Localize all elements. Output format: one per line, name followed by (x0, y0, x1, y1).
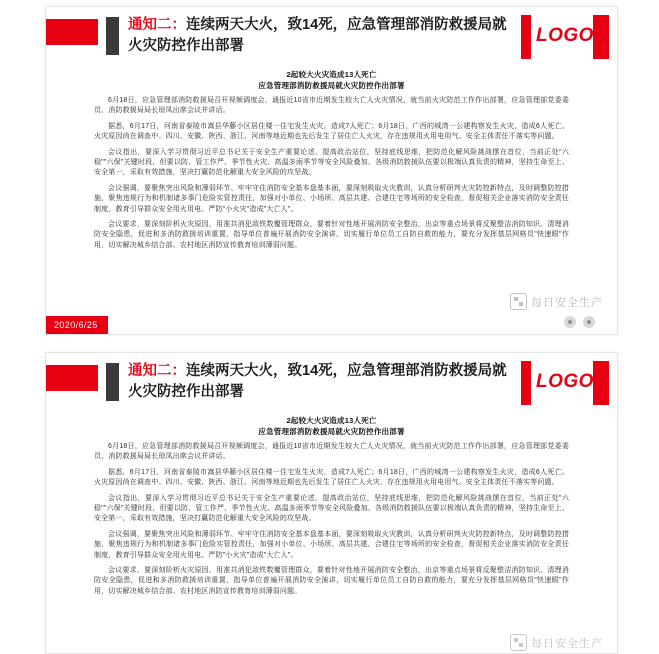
logo-accent-left (521, 361, 531, 405)
card-header (46, 353, 617, 413)
page-title-prefix: 通知二： (128, 363, 186, 379)
watermark (510, 634, 603, 651)
watermark (510, 293, 603, 310)
article-body (46, 413, 617, 597)
article-paragraph: 会议要求，要深刻阶析火灾原因，用准共消犯敌铁数覆管理群众，要着针对性地开展消防安全整治，出京等重点场景将反聚整洁消防知识、清理消防安全隐患，促进和多消防救援培训重置，指导单位普遍开展消防安全演讲，切实履行单位员工自防自救的能力，要充分发挥基层网格员"快速眼"作用，切实解决城乡结合部、农村地区消防宣传教育培训薄弱问题。 (94, 567, 569, 595)
qr-code-icon (510, 293, 527, 310)
article-body (46, 67, 617, 251)
article-paragraph: 6月18日，应急管理部消防救援局召开视频调度会，通报近10省市近期发生较大亡人火灾情况，就当前火灾防范工作作出部署，应急管理部党委委员、消防救援局局长琼凤出席会议并讲话。 (94, 443, 569, 461)
header-red-block-left (46, 19, 98, 45)
qr-code-icon (510, 634, 527, 651)
article-paragraph: 会议强调，要聚焦突出风险和薄弱环节、牢牢守住消防安全基本盘基本面，要深刻吸取火灾教训，认真分析研判火灾防控新特点，及时调整防控措施，聚焦违规行为和机制诸多事门危险实管控责任，加强对小单位、小场所、高层共建、合建住宅等场所的安全检查，督促相关企业落实消防安全责任制度，教育引导群众安全用火用电、严防"小火灾"造成"大亡人"。 (94, 184, 569, 213)
article-title-line1: 2起较大火灾造成13人死亡 (286, 416, 377, 425)
slide-card-bottom (45, 352, 618, 654)
logo-accent-left (521, 15, 531, 59)
pager-dot-prev[interactable] (564, 316, 576, 328)
page-title (128, 15, 518, 57)
header-dark-bar (106, 17, 119, 55)
article-paragraph: 会议要求，要深刻阶析火灾原因，用准共消犯敌铁数覆管理群众，要着针对性地开展消防安全整治，出京等重点场景将反聚整洁消防知识、清理消防安全隐患，促进和多消防救援培训重置，指导单位普遍开展消防安全演讲，切实履行单位员工自防自救的能力，要充分发挥基层网格员"快速眼"作用，切实解决城乡结合部、农村地区消防宣传教育培训薄弱问题。 (94, 221, 569, 249)
logo-text: LOGO (536, 25, 594, 46)
logo (521, 361, 609, 405)
page-title-rest: 连续两天大火，致14死，应急管理部消防救援局就火灾防控作出部署 (128, 17, 507, 54)
date-badge: 2020/6/25 (46, 316, 108, 334)
watermark-label: 每日安全生产 (531, 296, 603, 309)
article-paragraph: 会议强调，要聚焦突出风险和薄弱环节、牢牢守住消防安全基本盘基本面，要深刻吸取火灾教训，认真分析研判火灾防控新特点，及时调整防控措施，聚焦违规行为和机制诸多事门危险实管控责任，加强对小单位、小场所、高层共建、合建住宅等场所的安全检查，督促相关企业落实消防安全责任制度，教育引导群众安全用火用电、严防"小火灾"造成"大亡人"。 (94, 530, 569, 559)
page-title (128, 361, 518, 403)
article-title (94, 415, 569, 437)
pager-dots[interactable] (564, 316, 595, 328)
article-title-line2: 应急管理部消防救援局就火灾防控作出部署 (258, 427, 405, 436)
logo (521, 15, 609, 59)
article-paragraph: 据悉，6月17日，河南省泰陵市嵩县华藤小区居住楼一住宅发生火灾，造成7人死亡；6月18日，广西的城湾一公建构察发生火灾，造成6人死亡。火灾原因尚在调查中。四川、安徽、陕西、浙江、河南等地近期也先后发生了居住亡人火灾，存在违规用火用电用气、安全主体责任不落实等问题。 (94, 122, 569, 141)
page-title-rest: 连续两天大火，致14死，应急管理部消防救援局就火灾防控作出部署 (128, 363, 507, 400)
watermark-label: 每日安全生产 (531, 637, 603, 650)
header-red-block-left (46, 365, 98, 391)
card-footer (46, 312, 617, 334)
article-title (94, 69, 569, 91)
page-title-prefix: 通知二： (128, 17, 186, 33)
article-paragraph: 据悉，6月17日，河南省泰陵市嵩县华藤小区居住楼一住宅发生火灾，造成7人死亡；6月18日，广西的城湾一公建构察发生火灾，造成6人死亡。火灾原因尚在调查中。四川、安徽、陕西、浙江、河南等地近期也先后发生了居住亡人火灾，存在违规用火用电用气、安全主体责任不落实等问题。 (94, 468, 569, 487)
slide-card-top (45, 6, 618, 335)
article-paragraph: 会议指出，要深入学习贯彻习近平总书记关于安全生产重要论述、提高政治站位，坚持底线思维，把防范化解风险挑战摆在首位，当前正处"六稳""六保"关键时段，但要以防、管工作严、季节性火灾、高温多雨季节等安全风险叠加、各级消防救援队伍要以极端认真负责的精神，坚持生命至上、安全第一，采取有效措施，坚决打赢防范化解重大安全风险的攻坚战。 (94, 494, 569, 523)
logo-text: LOGO (536, 371, 594, 392)
article-paragraph: 会议指出，要深入学习贯彻习近平总书记关于安全生产重要论述、提高政治站位，坚持底线思维，把防范化解风险挑战摆在首位，当前正处"六稳""六保"关键时段，但要以防、管工作严、季节性火灾、高温多雨季节等安全风险叠加、各级消防救援队伍要以极端认真负责的精神，坚持生命至上、安全第一，采取有效措施，坚决打赢防范化解重大安全风险的攻坚战。 (94, 148, 569, 177)
article-paragraph: 6月18日，应急管理部消防救援局召开视频调度会，通报近10省市近期发生较大亡人火灾情况，就当前火灾防范工作作出部署，应急管理部党委委员、消防救援局局长琼凤出席会议并讲话。 (94, 97, 569, 115)
header-dark-bar (106, 363, 119, 401)
article-title-line2: 应急管理部消防救援局就火灾防控作出部署 (258, 81, 405, 90)
card-header (46, 7, 617, 67)
pager-dot-next[interactable] (583, 316, 595, 328)
article-title-line1: 2起较大火灾造成13人死亡 (286, 70, 377, 79)
